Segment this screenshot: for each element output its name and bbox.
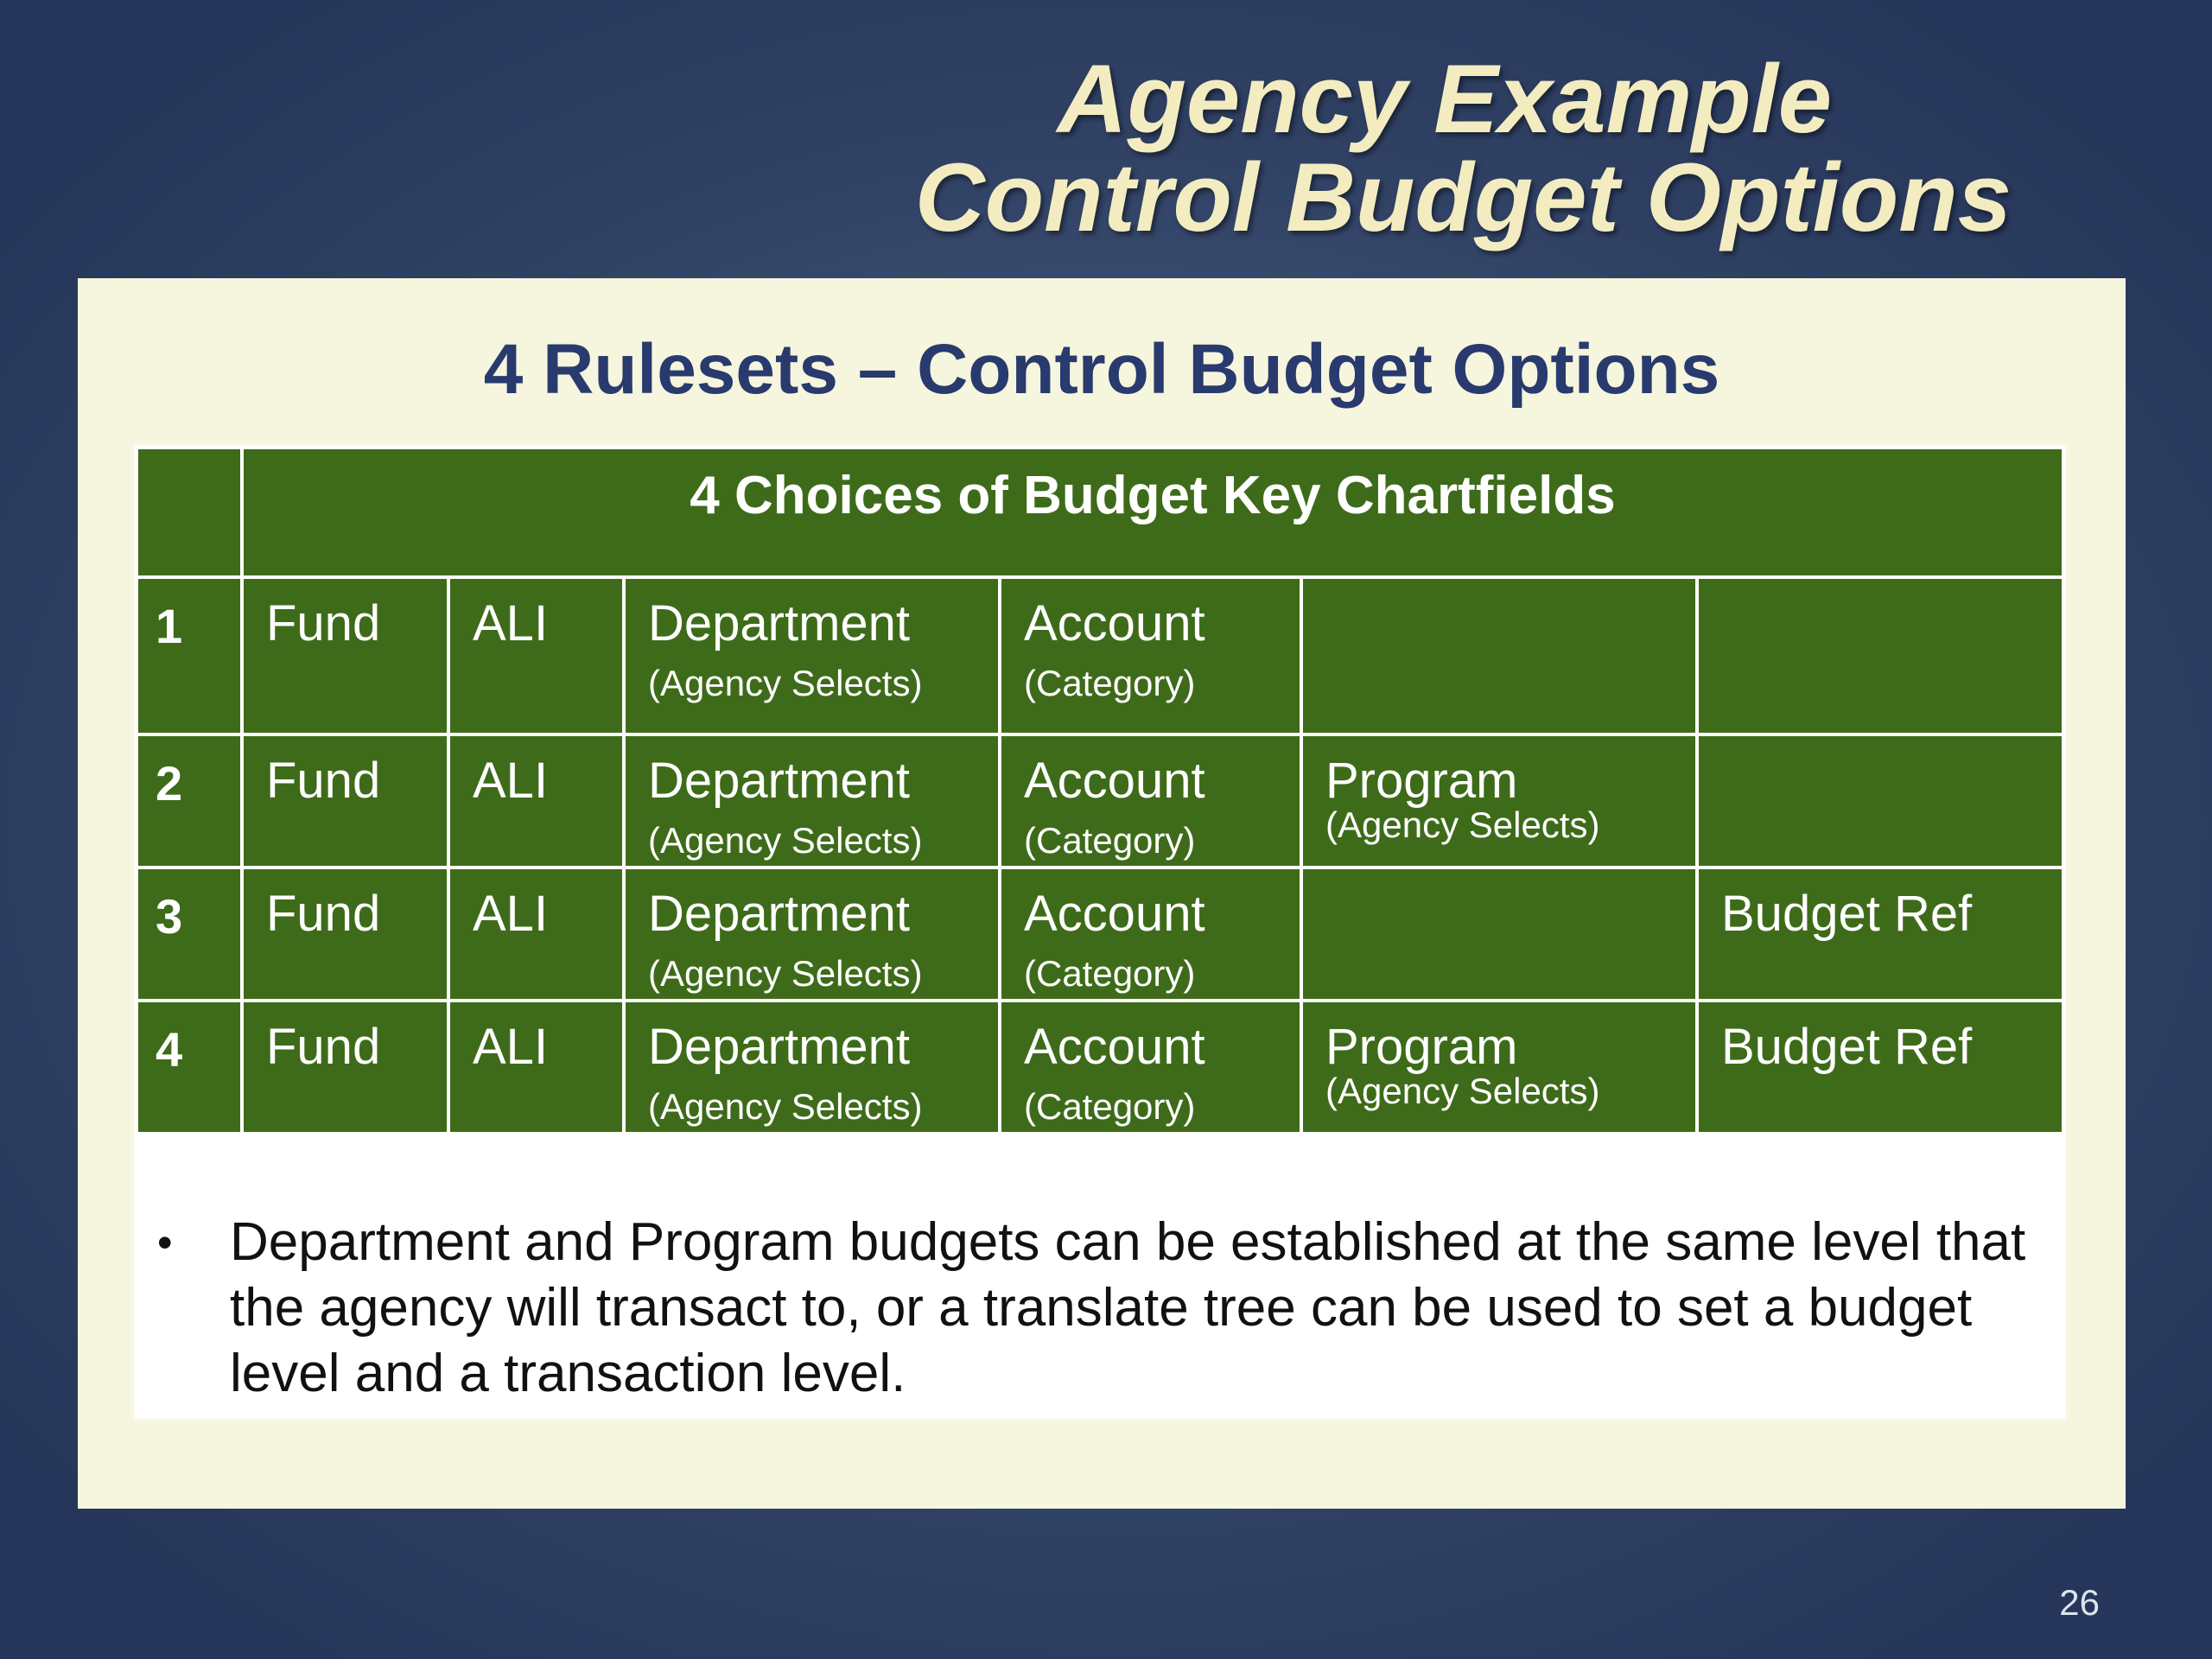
- row-number: 4: [156, 1022, 183, 1077]
- fund-cell: [244, 736, 447, 866]
- row-number-cell: [138, 1002, 240, 1132]
- row-number: 2: [156, 756, 183, 810]
- department-cell: [626, 869, 998, 999]
- row-number: 3: [156, 889, 183, 944]
- department-label: Department: [648, 1019, 911, 1075]
- ali-label: ALI: [473, 886, 549, 942]
- content-panel: [78, 278, 2126, 1509]
- bullet-marker: •: [157, 1218, 173, 1267]
- ali-label: ALI: [473, 595, 549, 652]
- ali-cell: [450, 1002, 622, 1132]
- account-label: Account: [1024, 1019, 1205, 1075]
- program-cell: [1303, 869, 1695, 999]
- ali-cell: [450, 869, 622, 999]
- ali-label: ALI: [473, 753, 549, 809]
- table-header: 4 Choices of Budget Key Chartfields: [690, 466, 1616, 525]
- fund-cell: [244, 869, 447, 999]
- account-note: (Category): [1024, 953, 1196, 994]
- account-note: (Category): [1024, 663, 1196, 703]
- department-cell: [626, 736, 998, 866]
- row-number-cell: [138, 869, 240, 999]
- department-note: (Agency Selects): [648, 820, 923, 861]
- account-cell: [1001, 1002, 1300, 1132]
- row-number-cell: [138, 736, 240, 866]
- program-note: (Agency Selects): [1325, 1071, 1600, 1111]
- fund-label: Fund: [266, 753, 381, 809]
- slide-number: 26: [2059, 1582, 2100, 1623]
- fund-cell: [244, 1002, 447, 1132]
- row-number: 1: [156, 599, 183, 653]
- account-label: Account: [1024, 595, 1205, 652]
- budget-ref-cell: [1699, 736, 2062, 866]
- program-cell: [1303, 1002, 1695, 1132]
- bullet-text: Department and Program budgets can be established at the same level that the agency will transact to, or a translate tree can be used to set a budget level and a transaction level.: [230, 1212, 2026, 1403]
- program-label: Program: [1325, 1019, 1518, 1075]
- row-number-cell: [138, 579, 240, 733]
- ali-cell: [450, 736, 622, 866]
- slide-title-line-2: Control Budget Options: [914, 143, 2012, 251]
- slide-title: [456, 45, 2012, 251]
- fund-label: Fund: [266, 595, 381, 652]
- budget-ref-label: Budget Ref: [1721, 886, 1973, 942]
- account-label: Account: [1024, 753, 1205, 809]
- program-cell: [1303, 579, 1695, 733]
- bullet-list: [78, 1210, 2065, 1407]
- department-note: (Agency Selects): [648, 663, 923, 703]
- program-label: Program: [1325, 753, 1518, 809]
- program-note: (Agency Selects): [1325, 804, 1600, 845]
- program-cell: [1303, 736, 1695, 866]
- account-note: (Category): [1024, 1086, 1196, 1127]
- fund-label: Fund: [266, 1019, 381, 1075]
- account-cell: [1001, 869, 1300, 999]
- budget-ref-cell: [1699, 579, 2062, 733]
- account-note: (Category): [1024, 820, 1196, 861]
- department-label: Department: [648, 595, 911, 652]
- account-cell: [1001, 736, 1300, 866]
- ali-cell: [450, 579, 622, 733]
- ali-label: ALI: [473, 1019, 549, 1075]
- header-corner-cell: [138, 449, 240, 575]
- department-cell: [626, 579, 998, 733]
- department-cell: [626, 1002, 998, 1132]
- department-note: (Agency Selects): [648, 953, 923, 994]
- fund-label: Fund: [266, 886, 381, 942]
- subtitle: 4 Rulesets – Control Budget Options: [483, 330, 1720, 409]
- department-note: (Agency Selects): [648, 1086, 923, 1127]
- account-cell: [1001, 579, 1300, 733]
- department-label: Department: [648, 753, 911, 809]
- account-label: Account: [1024, 886, 1205, 942]
- department-label: Department: [648, 886, 911, 942]
- header-cell: [244, 449, 2062, 575]
- fund-cell: [244, 579, 447, 733]
- budget-ref-label: Budget Ref: [1721, 1019, 1973, 1075]
- bullet-item: [78, 1210, 2065, 1407]
- budget-ref-cell: [1699, 869, 2062, 999]
- budget-ref-cell: [1699, 1002, 2062, 1132]
- slide-title-line-1: Agency Example: [1057, 45, 1832, 153]
